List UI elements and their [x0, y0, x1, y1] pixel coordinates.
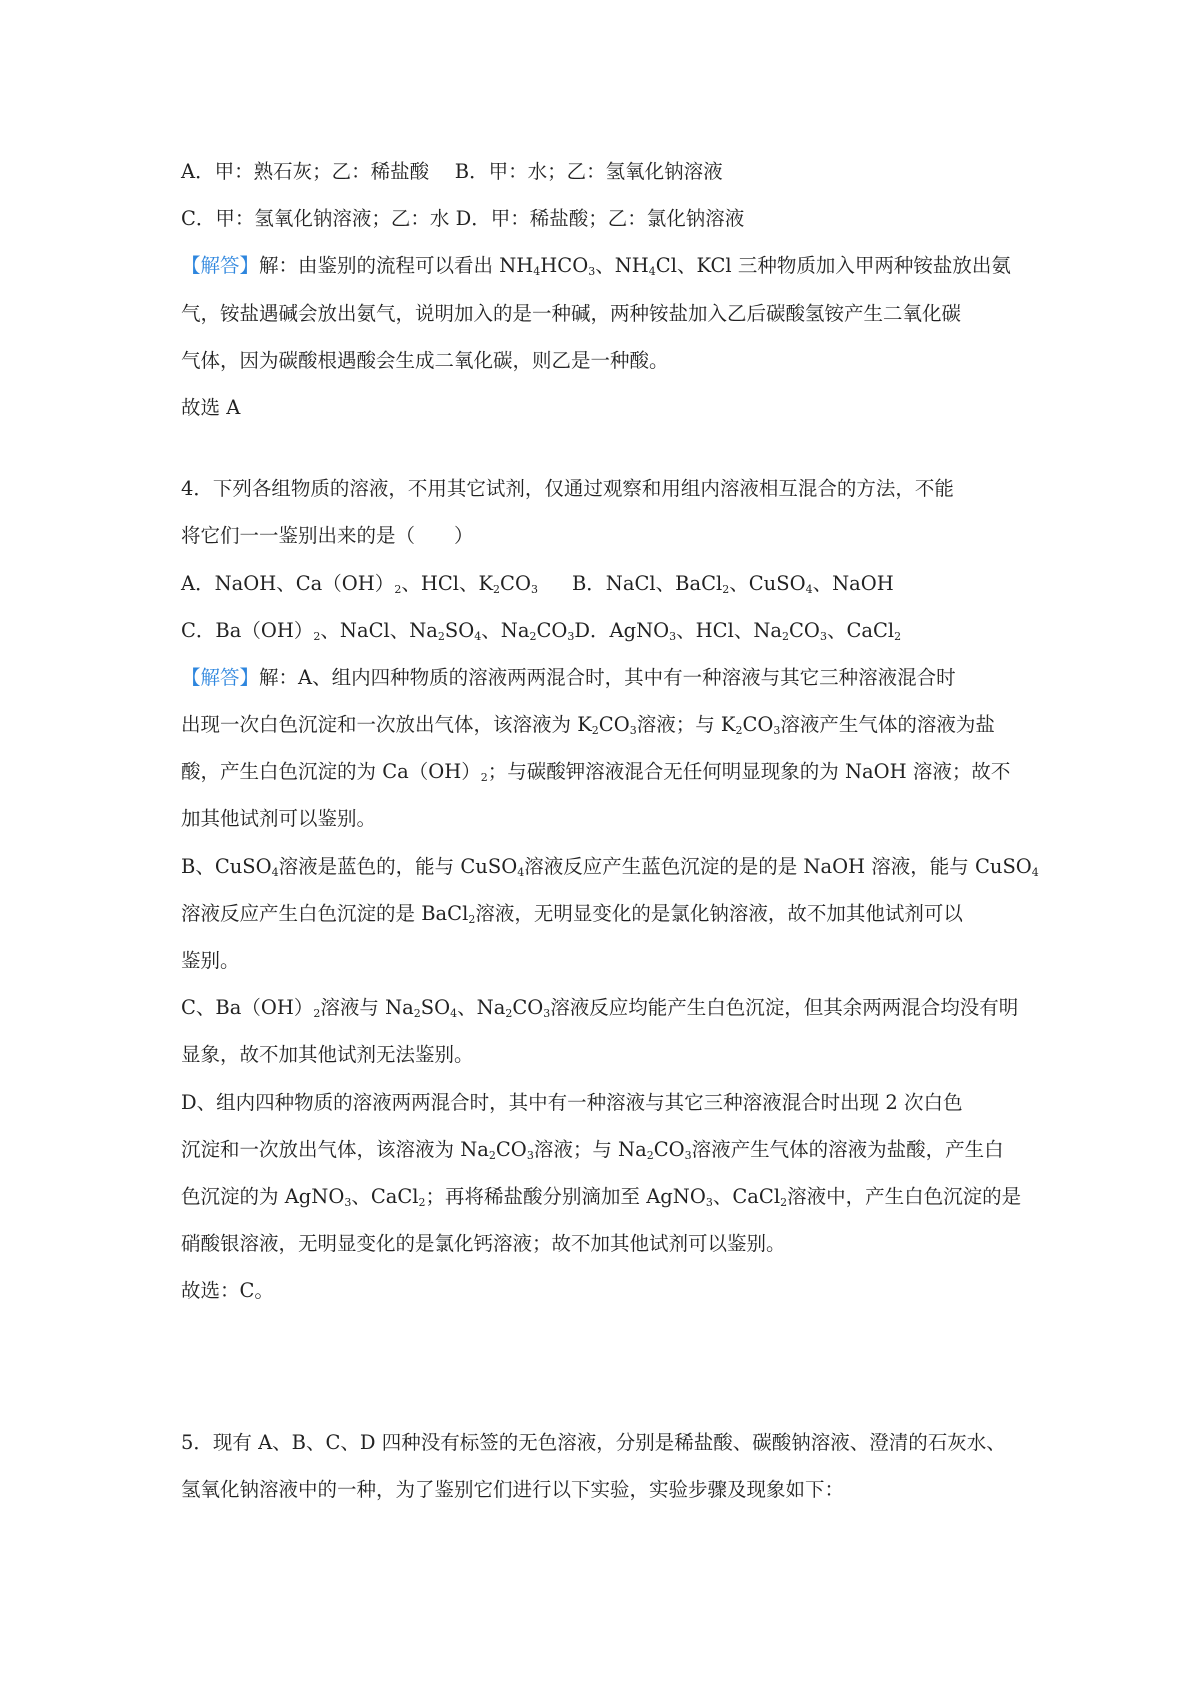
q4-conclusion: 故选：C。: [181, 1279, 274, 1303]
q4-stem-line-1: 4．下列各组物质的溶液，不用其它试剂，仅通过观察和用组内溶液相互混合的方法，不能: [181, 477, 954, 501]
q3-options-cd: C．甲：氢氧化钠溶液；乙：水 D．甲：稀盐酸；乙：氯化钠溶液: [181, 207, 745, 231]
answer-tag: 【解答】: [181, 254, 260, 278]
answer-tag: 【解答】: [181, 665, 260, 689]
q4-answer-d-line-2: 沉淀和一次放出气体，该溶液为 $Na_2CO_3$溶液；与 $Na_2CO_3$溶液产生气体的溶液为盐酸，产生白: [181, 1137, 1004, 1162]
q4-answer-a-line-3: 酸，产生白色沉淀的为 $Ca(OH)_2$；与碳酸钾溶液混合无任何明显现象的为 NaOH 溶液；故不: [181, 760, 1011, 784]
q4-answer-c-line-1: C、$Ba(OH)_2$溶液与 $Na_2SO_4$、$Na_2CO_3$溶液反应均能产生白色沉淀，但其余两两混合均没有明: [181, 996, 1019, 1020]
q4-answer-d-line-4: 硝酸银溶液，无明显变化的是氯化钙溶液；故不加其他试剂可以鉴别。: [181, 1232, 786, 1256]
q4-answer-d-line-3: 色沉淀的为 AgNO$_3$、CaCl$_2$；再将稀盐酸分别滴加至 AgNO$_3$、CaCl$_2$溶液中，产生白色沉淀的是: [181, 1184, 1022, 1209]
q4-answer-c-line-2: 显象，故不加其他试剂无法鉴别。: [181, 1043, 474, 1067]
q5-stem-line-1: 5．现有 A、B、C、D 四种没有标签的无色溶液，分别是稀盐酸、碳酸钠溶液、澄清的石灰水、: [181, 1430, 1006, 1454]
document-content: [181, 148, 1039, 1513]
q3-answer-line-3: 气体，因为碳酸根遇酸会生成二氧化碳，则乙是一种酸。: [181, 348, 669, 372]
q4-answer-b-line-1: B、CuSO$_4$溶液是蓝色的，能与 CuSO$_4$溶液反应产生蓝色沉淀的是的是 NaOH 溶液，能与 CuSO$_4$: [181, 854, 1039, 879]
q3-answer-line-1: 【解答】解：由鉴别的流程可以看出 $NH_4HCO_3$、$NH_4Cl$、KCl 三种物质加入甲两种铵盐放出氨: [181, 254, 1011, 279]
q4-answer-a-line-1: 【解答】解：A、组内四种物质的溶液两两混合时，其中有一种溶液与其它三种溶液混合时: [181, 665, 956, 689]
q3-conclusion: 故选 A: [181, 395, 241, 419]
q5-stem-line-2: 氢氧化钠溶液中的一种，为了鉴别它们进行以下实验，实验步骤及现象如下：: [181, 1477, 845, 1501]
q3-options-ab: A．甲：熟石灰；乙：稀盐酸 B．甲：水；乙：氢氧化钠溶液: [181, 160, 723, 183]
q4-options-cd: C．$Ba(OH)_2$、NaCl、$Na_2SO_4$、$Na_2CO_3D$．AgNO$_3$、HCl、$Na_2CO_3$、CaCl$_2$: [181, 618, 902, 643]
q4-answer-d-line-1: D、组内四种物质的溶液两两混合时，其中有一种溶液与其它三种溶液混合时出现 2 次白色: [181, 1090, 963, 1114]
q4-answer-a-line-2: 出现一次白色沉淀和一次放出气体，该溶液为 $K_2CO_3$溶液；与 $K_2CO_3$溶液产生气体的溶液为盐: [181, 713, 995, 737]
q4-answer-b-line-2: 溶液反应产生白色沉淀的是 BaCl$_2$溶液，无明显变化的是氯化钠溶液，故不加其他试剂可以: [181, 901, 963, 926]
q3-answer-line-2: 气，铵盐遇碱会放出氨气，说明加入的是一种碱，两种铵盐加入乙后碳酸氢铵产生二氧化碳: [181, 301, 962, 325]
q4-answer-a-line-4: 加其他试剂可以鉴别。: [181, 807, 377, 831]
q4-options-ab: A．NaOH、$Ca(OH)_2$、HCl、$K_2CO_3$ B．NaCl、BaCl$_2$、CuSO$_4$、NaOH: [181, 571, 894, 596]
q4-stem-line-2: 将它们一一鉴别出来的是（ ）: [181, 524, 474, 548]
q4-answer-b-line-3: 鉴别。: [181, 949, 240, 972]
